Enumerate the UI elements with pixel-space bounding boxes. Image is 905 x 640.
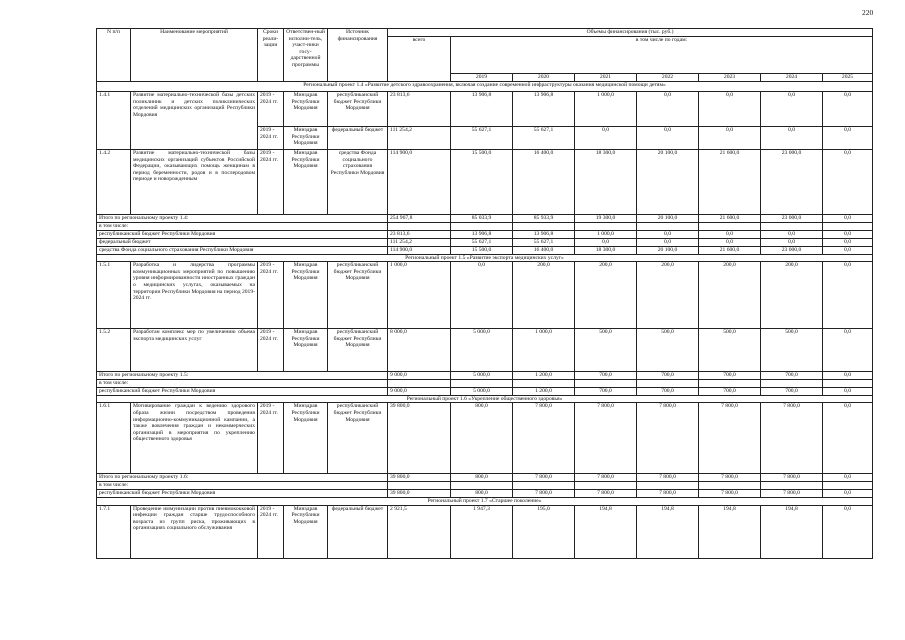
row-num: 1.4.2 bbox=[97, 150, 131, 215]
incl-label: в том числе: bbox=[97, 223, 388, 231]
row-term: 2019 - 2024 гг. bbox=[258, 262, 284, 329]
value-cell: 0,0 bbox=[451, 262, 513, 329]
table-row bbox=[97, 150, 873, 215]
total-label: республиканский бюджет Республики Мордовия bbox=[97, 387, 388, 395]
value-cell: 700,0 bbox=[575, 387, 637, 395]
value-cell: 39 800,0 bbox=[388, 489, 451, 497]
year-2025: 2025 bbox=[823, 74, 873, 82]
value-cell: 55 627,1 bbox=[513, 127, 575, 150]
value-cell: 0,0 bbox=[699, 238, 761, 246]
row-source: республиканский бюджет Республики Мордовия bbox=[328, 92, 388, 127]
value-cell: 111 254,2 bbox=[388, 127, 451, 150]
value-cell: 700,0 bbox=[699, 387, 761, 395]
value-cell: 13 906,8 bbox=[451, 92, 513, 127]
value-cell: 0,0 bbox=[823, 150, 873, 215]
header-row bbox=[97, 29, 873, 37]
total-row bbox=[97, 230, 873, 238]
value-cell: 13 906,8 bbox=[451, 230, 513, 238]
incl-row bbox=[97, 380, 873, 388]
row-resp: Минздрав Республики Мордовия bbox=[284, 92, 328, 127]
value-cell: 7 800,0 bbox=[699, 489, 761, 497]
incl-row bbox=[97, 223, 873, 231]
row-name: Разработка и лидерства программы коммуникационных мероприятий по повышению уровня информированности иностранных граждан о медицинских услугах, оказываемых на территории Республики Мордовия на период 2019-2024 гг. bbox=[131, 262, 258, 329]
incl-label: в том числе: bbox=[97, 380, 388, 388]
value-cell: 7 800,0 bbox=[575, 474, 637, 482]
value-cell: 254 967,8 bbox=[388, 215, 451, 223]
value-cell: 7 800,0 bbox=[699, 474, 761, 482]
value-cell: 200,0 bbox=[637, 262, 699, 329]
value-cell: 0,0 bbox=[823, 246, 873, 254]
year-2021: 2021 bbox=[575, 74, 637, 82]
value-cell: 15 500,0 bbox=[451, 150, 513, 215]
value-cell: 0,0 bbox=[575, 127, 637, 150]
value-cell: 7 800,0 bbox=[513, 489, 575, 497]
value-cell: 800,0 bbox=[451, 489, 513, 497]
row-source: федеральный бюджет bbox=[328, 505, 388, 558]
row-source: республиканский бюджет Республики Мордовия bbox=[328, 329, 388, 372]
value-cell: 194,8 bbox=[575, 505, 637, 558]
incl-label: в том числе: bbox=[97, 482, 388, 490]
value-cell: 7 800,0 bbox=[699, 403, 761, 474]
value-cell: 1 947,3 bbox=[451, 505, 513, 558]
value-cell: 16 400,0 bbox=[513, 150, 575, 215]
row-term: 2019 - 2024 гг. bbox=[258, 329, 284, 372]
value-cell: 7 800,0 bbox=[637, 474, 699, 482]
value-cell: 800,0 bbox=[451, 403, 513, 474]
row-num: 1.6.1 bbox=[97, 403, 131, 474]
value-cell: 500,0 bbox=[575, 329, 637, 372]
value-cell: 21 600,0 bbox=[699, 246, 761, 254]
section-title: Региональный проект 1.7 «Старшее поколение» bbox=[97, 497, 873, 505]
value-cell: 0,0 bbox=[823, 215, 873, 223]
total-label: Итого по региональному проекту 1.5: bbox=[97, 372, 388, 380]
header-resp: Ответствен-ный исполни-тель, участ-ники госу-дарственной программы bbox=[284, 29, 328, 82]
section-row bbox=[97, 497, 873, 505]
total-label: федеральный бюджет bbox=[97, 238, 388, 246]
row-name: Развитие материально-технической базы детских поликлиник и детских поликлинических отделений медицинских организаций Республики Мордовия bbox=[131, 92, 258, 150]
total-row bbox=[97, 387, 873, 395]
value-cell: 0,0 bbox=[699, 92, 761, 127]
value-cell: 20 100,0 bbox=[637, 150, 699, 215]
total-label: средства Фонда социального страхования Республики Мордовия bbox=[97, 246, 388, 254]
value-cell: 0,0 bbox=[823, 92, 873, 127]
value-cell: 21 600,0 bbox=[699, 150, 761, 215]
value-cell: 15 500,0 bbox=[451, 246, 513, 254]
value-cell: 55 627,1 bbox=[451, 238, 513, 246]
row-resp: Минздрав Республики Мордовия bbox=[284, 403, 328, 474]
row-resp: Минздрав Республики Мордовия bbox=[284, 127, 328, 150]
header-total: всего bbox=[388, 37, 451, 82]
row-num: 1.7.1 bbox=[97, 505, 131, 558]
value-cell: 5 000,0 bbox=[451, 372, 513, 380]
value-cell: 20 100,0 bbox=[637, 215, 699, 223]
row-source: республиканский бюджет Республики Мордовия bbox=[328, 403, 388, 474]
value-cell: 200,0 bbox=[761, 262, 823, 329]
value-cell: 0,0 bbox=[637, 230, 699, 238]
value-cell: 500,0 bbox=[637, 329, 699, 372]
value-cell: 1 000,0 bbox=[575, 230, 637, 238]
total-label: республиканский бюджет Республики Мордовия bbox=[97, 489, 388, 497]
header-volume: Объемы финансирования (тыс. руб.) bbox=[388, 29, 873, 37]
value-cell: 700,0 bbox=[699, 372, 761, 380]
value-cell: 1 000,0 bbox=[388, 262, 451, 329]
value-cell: 114 900,0 bbox=[388, 150, 451, 215]
value-cell: 500,0 bbox=[761, 329, 823, 372]
value-cell: 16 400,0 bbox=[513, 246, 575, 254]
value-cell: 85 933,9 bbox=[513, 215, 575, 223]
value-cell: 0,0 bbox=[823, 387, 873, 395]
total-row bbox=[97, 246, 873, 254]
total-label: Итого по региональному проекту 1.6: bbox=[97, 474, 388, 482]
value-cell: 13 906,8 bbox=[513, 230, 575, 238]
total-row bbox=[97, 489, 873, 497]
value-cell: 7 800,0 bbox=[513, 474, 575, 482]
value-cell: 0,0 bbox=[699, 230, 761, 238]
value-cell: 9 000,0 bbox=[388, 372, 451, 380]
value-cell: 0,0 bbox=[761, 92, 823, 127]
value-cell: 8 000,0 bbox=[388, 329, 451, 372]
value-cell: 7 800,0 bbox=[761, 489, 823, 497]
row-source: республиканский бюджет Республики Мордовия bbox=[328, 262, 388, 329]
section-title: Региональный проект 1.5 «Развитие экспорта медицинских услуг» bbox=[97, 254, 873, 262]
value-cell: 85 033,9 bbox=[451, 215, 513, 223]
row-source: средства Фонда социального страхования Республики Мордовия bbox=[328, 150, 388, 215]
value-cell: 1 000,0 bbox=[513, 329, 575, 372]
table-row bbox=[97, 403, 873, 474]
value-cell: 7 800,0 bbox=[513, 403, 575, 474]
value-cell: 7 800,0 bbox=[761, 474, 823, 482]
row-name: Развитие материально-технической базы медицинских организаций субъектов Российской Федерации, оказывающих помощь женщинам в период беременности, родов и в послеродовом периоде и новорожденным bbox=[131, 150, 258, 215]
total-row bbox=[97, 474, 873, 482]
value-cell: 7 800,0 bbox=[575, 489, 637, 497]
row-resp: Минздрав Республики Мордовия bbox=[284, 262, 328, 329]
value-cell: 19 300,0 bbox=[575, 215, 637, 223]
value-cell: 0,0 bbox=[575, 238, 637, 246]
section-row bbox=[97, 254, 873, 262]
table-row bbox=[97, 505, 873, 558]
year-2023: 2023 bbox=[699, 74, 761, 82]
value-cell: 0,0 bbox=[823, 372, 873, 380]
section-row bbox=[97, 82, 873, 92]
table-row bbox=[97, 329, 873, 372]
row-num: 1.4.1 bbox=[97, 92, 131, 150]
header-by-years: в том числе по годам: bbox=[451, 37, 873, 74]
row-name: Проведение иммунизации против пневмококковой инфекции граждан старше трудоспособного возраста из групп риска, проживающих в организациях социального обслуживания bbox=[131, 505, 258, 558]
value-cell: 0,0 bbox=[761, 230, 823, 238]
value-cell: 9 000,0 bbox=[388, 387, 451, 395]
total-row bbox=[97, 215, 873, 223]
value-cell: 0,0 bbox=[823, 230, 873, 238]
value-cell: 700,0 bbox=[761, 372, 823, 380]
value-cell: 0,0 bbox=[823, 238, 873, 246]
value-cell: 0,0 bbox=[823, 489, 873, 497]
value-cell: 0,0 bbox=[699, 127, 761, 150]
row-term: 2019 - 2024 гг. bbox=[258, 127, 284, 150]
value-cell: 23 813,6 bbox=[388, 92, 451, 127]
value-cell: 200,0 bbox=[575, 262, 637, 329]
value-cell: 700,0 bbox=[761, 387, 823, 395]
value-cell: 0,0 bbox=[637, 238, 699, 246]
header-num: N п/п bbox=[97, 29, 131, 82]
value-cell: 55 627,1 bbox=[451, 127, 513, 150]
value-cell: 0,0 bbox=[823, 474, 873, 482]
value-cell: 5 000,0 bbox=[451, 329, 513, 372]
row-num: 1.5.2 bbox=[97, 329, 131, 372]
value-cell: 0,0 bbox=[761, 238, 823, 246]
value-cell: 0,0 bbox=[823, 505, 873, 558]
value-cell: 21 600,0 bbox=[699, 215, 761, 223]
value-cell: 200,0 bbox=[513, 262, 575, 329]
value-cell: 194,8 bbox=[761, 505, 823, 558]
value-cell: 23 000,0 bbox=[761, 246, 823, 254]
value-cell: 0,0 bbox=[823, 329, 873, 372]
value-cell: 700,0 bbox=[637, 387, 699, 395]
value-cell: 39 800,0 bbox=[388, 403, 451, 474]
value-cell: 23 000,0 bbox=[761, 215, 823, 223]
incl-row bbox=[97, 482, 873, 490]
value-cell: 0,0 bbox=[637, 127, 699, 150]
row-name: Мотивирование граждан к ведению здорового образа жизни посредством проведения информационно-коммуникационной кампании, а также вовлечения граждан и некоммерческих организаций в мероприятия по укреплению общественного здоровья bbox=[131, 403, 258, 474]
value-cell: 18 300,0 bbox=[575, 246, 637, 254]
total-label: Итого по региональному проекту 1.4: bbox=[97, 215, 388, 223]
page-number: 220 bbox=[862, 8, 874, 17]
value-cell: 1 200,0 bbox=[513, 372, 575, 380]
value-cell: 7 800,0 bbox=[637, 489, 699, 497]
value-cell: 13 906,8 bbox=[513, 92, 575, 127]
year-2024: 2024 bbox=[761, 74, 823, 82]
total-row bbox=[97, 372, 873, 380]
row-term: 2019 - 2024 гг. bbox=[258, 150, 284, 215]
value-cell: 23 813,6 bbox=[388, 230, 451, 238]
value-cell: 18 300,0 bbox=[575, 150, 637, 215]
year-2020: 2020 bbox=[513, 74, 575, 82]
value-cell: 23 000,0 bbox=[761, 150, 823, 215]
row-source: федеральный бюджет bbox=[328, 127, 388, 150]
value-cell: 7 800,0 bbox=[761, 403, 823, 474]
financing-table bbox=[96, 28, 873, 559]
header-name: Наименование мероприятий bbox=[131, 29, 258, 82]
value-cell: 1 200,0 bbox=[513, 387, 575, 395]
value-cell: 0,0 bbox=[823, 127, 873, 150]
row-resp: Минздрав Республики Мордовия bbox=[284, 329, 328, 372]
value-cell: 7 800,0 bbox=[637, 403, 699, 474]
section-title: Региональный проект 1.4 «Развитие детского здравоохранения, включая создание современной инфраструктуры оказания медицинской помощи детям» bbox=[97, 82, 873, 92]
value-cell: 7 800,0 bbox=[575, 403, 637, 474]
value-cell: 111 254,2 bbox=[388, 238, 451, 246]
total-label: республиканский бюджет Республики Мордовия bbox=[97, 230, 388, 238]
value-cell: 0,0 bbox=[823, 262, 873, 329]
section-title: Региональный проект 1.6 «Укрепление общественного здоровья» bbox=[97, 395, 873, 403]
section-row bbox=[97, 395, 873, 403]
value-cell: 194,8 bbox=[699, 505, 761, 558]
value-cell: 500,0 bbox=[699, 329, 761, 372]
total-row bbox=[97, 238, 873, 246]
year-2022: 2022 bbox=[637, 74, 699, 82]
table-row bbox=[97, 92, 873, 127]
value-cell: 0,0 bbox=[823, 403, 873, 474]
table-row bbox=[97, 262, 873, 329]
value-cell: 700,0 bbox=[575, 372, 637, 380]
year-2019: 2019 bbox=[451, 74, 513, 82]
header-term: Сроки реали-зации bbox=[258, 29, 284, 82]
value-cell: 39 800,0 bbox=[388, 474, 451, 482]
value-cell: 1 000,0 bbox=[575, 92, 637, 127]
value-cell: 0,0 bbox=[761, 127, 823, 150]
value-cell: 55 627,1 bbox=[513, 238, 575, 246]
row-num: 1.5.1 bbox=[97, 262, 131, 329]
row-term: 2019 - 2024 гг. bbox=[258, 92, 284, 127]
value-cell: 2 921,5 bbox=[388, 505, 451, 558]
value-cell: 700,0 bbox=[637, 372, 699, 380]
value-cell: 200,0 bbox=[699, 262, 761, 329]
value-cell: 194,8 bbox=[637, 505, 699, 558]
value-cell: 114 900,0 bbox=[388, 246, 451, 254]
value-cell: 20 100,0 bbox=[637, 246, 699, 254]
value-cell: 195,0 bbox=[513, 505, 575, 558]
row-resp: Минздрав Республики Мордовия bbox=[284, 505, 328, 558]
value-cell: 0,0 bbox=[637, 92, 699, 127]
row-name: Разработан комплекс мер по увеличению объема экспорта медицинских услуг bbox=[131, 329, 258, 372]
value-cell: 5 000,0 bbox=[451, 387, 513, 395]
value-cell: 800,0 bbox=[451, 474, 513, 482]
row-term: 2019 - 2024 гг. bbox=[258, 403, 284, 474]
row-resp: Минздрав Республики Мордовия bbox=[284, 150, 328, 215]
header-source: Источник финансирования bbox=[328, 29, 388, 82]
row-term: 2019 - 2024 гг. bbox=[258, 505, 284, 558]
